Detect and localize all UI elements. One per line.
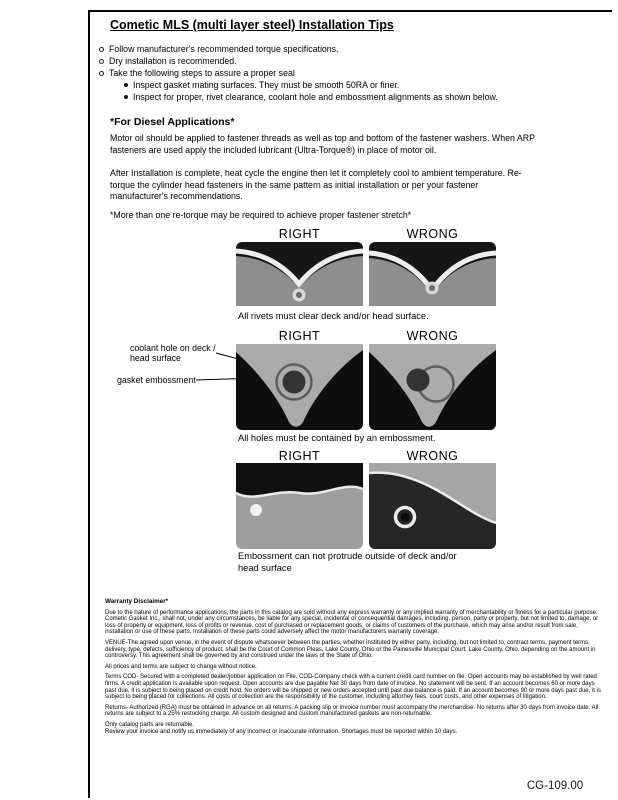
legal-paragraph: Only catalog parts are returnable.	[105, 721, 195, 728]
tip-text: Dry installation is recommended.	[109, 56, 237, 66]
retorque-note: *More than one re-torque may be required to achieve proper fastener stretch*	[110, 210, 412, 220]
legal-paragraph: Returns- Authorized (RGA) must be obtained in advance on all returns. A packing slip or invoice number must accompany the merchandise. No returns after 30 days from invoice date. All returns are subject to a 25% restocking charge. All custom designed and custom manufactured gaskets are non-returnable.	[105, 704, 599, 718]
rivet-clearance-wrong-image	[369, 242, 496, 306]
list-item	[99, 43, 593, 55]
right-column-header: RIGHT	[278, 227, 321, 241]
holes-caption: All holes must be contained by an embossment.	[238, 433, 436, 443]
wrong-column-header: WRONG	[406, 329, 459, 343]
list-item	[99, 55, 593, 67]
tip-text: Take the following steps to assure a proper seal	[109, 68, 295, 78]
diesel-paragraph-1: Motor oil should be applied to fastener threads as well as top and bottom of the fastener washers. When ARP fasteners are used apply the included lubricant (Ultra-Torque®) in place of motor oil.	[110, 133, 535, 155]
dot-bullet-icon	[124, 83, 128, 87]
embossment-protrusion-right-image	[236, 463, 363, 549]
legal-paragraph: Due to the nature of performance applications, the parts in this catalog are sold without any express warranty or any implied warranty of merchantability or fitness for a particular purpose. Cometic Gasket Inc., shall not, under any circumstances, be liable for any special, incidental or consequential damages, including, person, party or property, but not limited to, damage, or loss of property or equipment, loss of profits or revenue, cost of purchased or replacement goods, or claims of customers of the purchase, which may arise and/or result from sale, installation or use of these parts. Installation of these parts could adversely affect the motor manufacturers warranty coverage.	[105, 609, 599, 636]
right-column-header: RIGHT	[278, 449, 321, 463]
warranty-disclaimer-heading: Warranty Disclaimer*	[105, 598, 169, 605]
list-item	[124, 79, 593, 91]
right-column-header: RIGHT	[278, 329, 321, 343]
warranty-disclaimer-section	[105, 599, 606, 739]
embossment-caption: Embossment can not protrude outside of deck and/or head surface	[238, 551, 457, 573]
coolant-hole	[407, 369, 430, 392]
tip-text: Inspect gasket mating surfaces. They must be smooth 50RA or finer.	[133, 80, 400, 90]
tip-text: Inspect for proper, rivet clearance, coolant hole and embossment alignments as shown below.	[133, 92, 498, 102]
legal-paragraph: VENUE-The agreed upon venue, in the event of dispute whatsoever between the parties, whether instituted by either party, including, but not limited to, contract terms, payment terms, delivery, type, defects, sufficiency of product, shall be the Court of Common Pleas, Lake County, Ohio or the Painesville Municipal Court, Lake County, Ohio, depending on the amount in controversy. This agreement shall be governed by and construed under the laws of the State of Ohio.	[105, 639, 596, 660]
rivet-clearance-right-image	[236, 242, 363, 306]
legal-paragraph: Terms COD- Secured with a completed dealer/jobber application on File, COD-Company check with a current credit card number on file. Open accounts may be established by well rated firms. A credit application is available upon request. Open accounts are due payable Net 30 days from date of invoice. No statement will be sent. If an account becomes 60 or more days past due, it is subject to being placed on credit hold. No orders will be shipped or new orders accepted until past due balance is paid. If an account becomes 90 or more days past due, it is subject to being placed for collections. All costs of collection are the responsibility of the customer, including attorney fees, court costs, and other expenses of litigation.	[105, 674, 601, 701]
coolant-hole-callout: coolant hole on deck / head surface	[130, 343, 216, 363]
wrong-column-header: WRONG	[406, 227, 459, 241]
circle-bullet-icon	[99, 59, 104, 64]
embossment-containment-right-image	[236, 344, 363, 430]
list-item	[99, 67, 593, 79]
diesel-paragraph-2: After Installation is complete, heat cycle the engine then let it completely cool to ambient temperature. Re-torque the cylinder head fasteners in the same pattern as initial installation or per your fastener manufacturer's recommendations.	[110, 168, 522, 201]
rivet-caption: All rivets must clear deck and/or head surface.	[238, 311, 429, 321]
embossment-containment-wrong-image	[369, 344, 496, 430]
page-title: Cometic MLS (multi layer steel) Installation Tips	[110, 18, 394, 32]
circle-bullet-icon	[99, 71, 104, 76]
tips-list	[99, 43, 593, 103]
page-border-left	[88, 10, 90, 798]
diesel-applications-heading: *For Diesel Applications*	[110, 116, 235, 128]
list-item	[124, 91, 593, 103]
legal-paragraph: All prices and terms are subject to change without notice.	[105, 663, 257, 670]
dot-bullet-icon	[124, 95, 128, 99]
embossment-protrusion-wrong-image	[369, 463, 496, 549]
bolt-hole	[250, 504, 262, 516]
document-number: CG-109.00	[526, 780, 584, 792]
tip-text: Follow manufacturer's recommended torque specifications.	[109, 44, 339, 54]
page-border-top	[88, 10, 612, 12]
wrong-column-header: WRONG	[406, 449, 459, 463]
coolant-hole	[283, 371, 306, 394]
gasket-embossment-callout: gasket embossment	[117, 375, 196, 385]
circle-bullet-icon	[99, 47, 104, 52]
legal-paragraph: Review your invoice and notify us immediately of any incorrect or inaccurate information. Shortages must be reported within 10 days.	[105, 728, 458, 735]
